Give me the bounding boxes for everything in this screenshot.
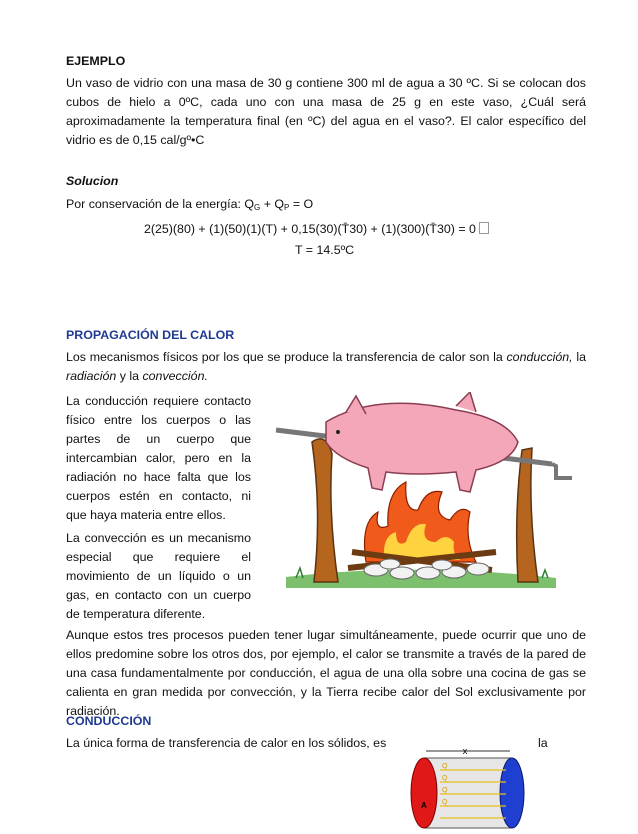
left-post (312, 439, 338, 582)
spit-crank (552, 464, 572, 478)
svg-text:Q: Q (442, 787, 448, 794)
propagacion-intro: Los mecanismos físicos por los que se produce la transferencia de calor son la conducción, la radiación y la convección. (66, 350, 586, 383)
svg-text:Q: Q (442, 763, 448, 770)
solucion-intro: Por conservación de la energía: $Q_G + Q_P = O$ (66, 197, 314, 212)
conduccion-tail: la (538, 736, 548, 750)
conduccion-heading: CONDUCCIÓN (66, 714, 152, 728)
hot-face (411, 758, 437, 828)
area-label: A (421, 801, 427, 810)
svg-text:Q: Q (442, 799, 448, 806)
propagacion-p1: La conducción requiere contacto físico entre los cuerpos o las partes de un cuerpo que intercambian calor, pero en la radiación no hace falta que los cuerpos estén en contacto, ni que haya materia entre ellos. (66, 394, 251, 522)
ejemplo-text: Un vaso de vidrio con una masa de 30 g contiene 300 ml de agua a 30 ºC. Si se colocan dos cubos de hielo a 0ºC, cada uno con una masa de 25 g en este vaso, ¿Cuál será aproximadamente la temperatura final (en ºC) del agua en el vaso?. El calor específico del vidrio es de 0,15 cal/gº•C (66, 76, 586, 147)
pig (326, 403, 518, 492)
propagacion-heading: PROPAGACIÓN DEL CALOR (66, 328, 235, 342)
solucion-equation: 2(25)(80) + (1)(50)(1)(T) + 0,15(30)(T̄30) + (1)(300)(T̄30) = 0 (66, 220, 586, 239)
solucion-result: T = 14.5ºC (295, 243, 355, 257)
conduction-cylinder-diagram (406, 746, 526, 834)
box-glyph-icon (479, 222, 489, 234)
propagacion-p3: Aunque estos tres procesos pueden tener lugar simultáneamente, puede ocurrir que uno de ellos predomine sobre los otros dos, por ejemplo, el calor se transmite a través de la pared de una casa fundamentalmente por conducción, el agua de una olla sobre una cocina de gas se calienta en gran medida por convección, y la Tierra recibe calor del Sol exclusivamente por radiación. (66, 628, 586, 718)
svg-text:Q: Q (442, 775, 448, 782)
propagacion-p2: La convección es un mecanismo especial que requiere el movimiento de un líquido o un gas, en contacto con un cuerpo de temperatura diferente. (66, 531, 251, 621)
solucion-label: Solucion (66, 174, 119, 188)
right-post (517, 448, 538, 582)
roasting-pig-illustration (256, 392, 586, 592)
conduccion-text: La única forma de transferencia de calor en los sólidos, es (66, 736, 387, 750)
ejemplo-heading: EJEMPLO (66, 54, 126, 68)
length-label: x (462, 746, 468, 756)
